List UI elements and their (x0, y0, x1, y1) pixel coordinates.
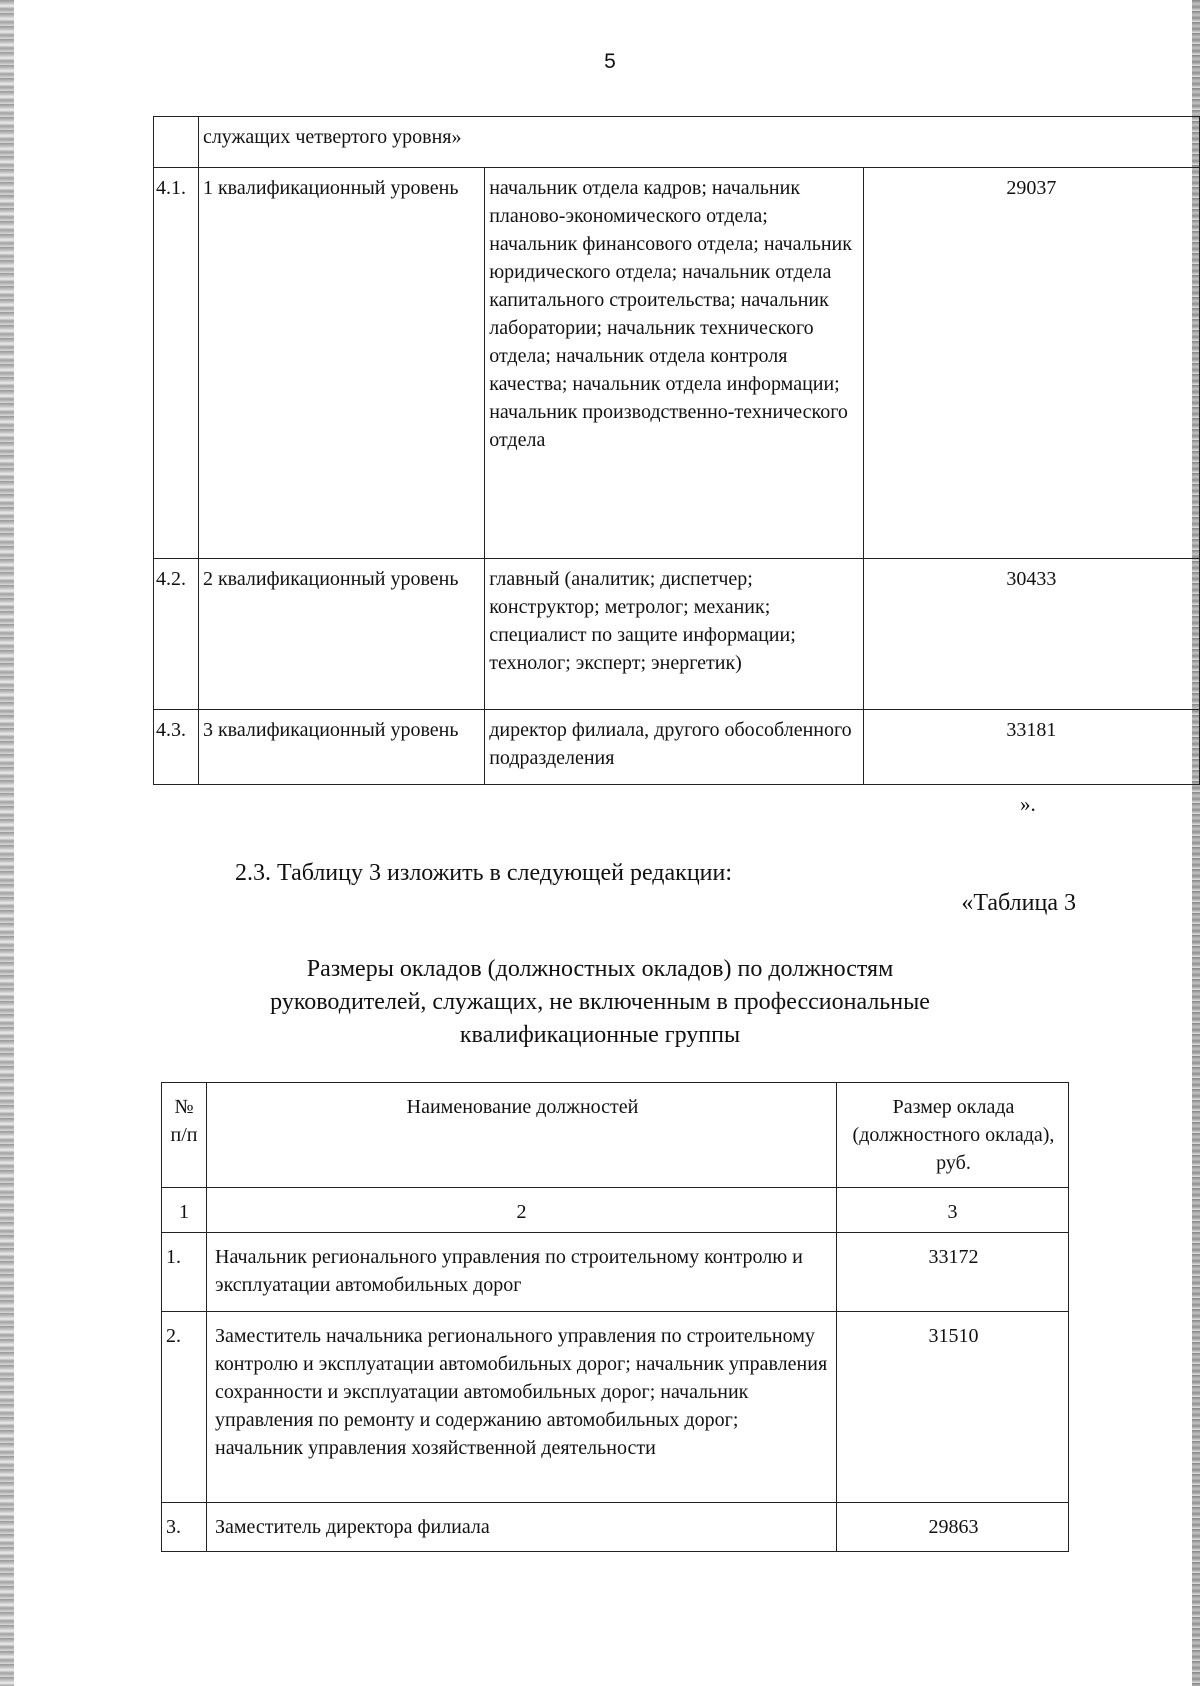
table-heading (200, 953, 1000, 1052)
position-name: Начальник регионального управления по строительному контролю и эксплуатации автомобильных дорог (207, 1233, 837, 1312)
header-name: Наименование должностей (207, 1083, 837, 1188)
salary-value: 33172 (837, 1233, 1069, 1312)
salary-value: 29863 (837, 1503, 1069, 1552)
positions-list: главный (аналитик; диспетчер; конструктор; метролог; механик; специалист по защите информации; технолог; эксперт; энергетик) (485, 559, 864, 710)
positions-list: директор филиала, другого обособленного подразделения (485, 710, 864, 785)
heading-line: руководителей, служащих, не включенным в профессиональные (270, 989, 930, 1015)
positions-list: начальник отдела кадров; начальник планово-экономического отдела; начальник финансового отдела; начальник юридического отдела; начальник отдела капитального строительства; начальник лаборатории; начальник технического отдела; начальник отдела контроля качества; начальник отдела информации; начальник производственно-технического отдела (485, 168, 864, 559)
heading-line: Размеры окладов (должностных окладов) по должностям (306, 956, 894, 982)
header-num: № п/п (162, 1083, 207, 1188)
table-closing-quote: ». (1020, 792, 1036, 816)
row-number: 2. (162, 1312, 207, 1503)
table-header-row (162, 1083, 1069, 1188)
salary-table (161, 1082, 1069, 1552)
qualification-levels-table (153, 116, 1200, 785)
table-row (154, 168, 1200, 559)
continuation-text: служащих четвертого уровня» (198, 117, 1199, 168)
salary-value: 30433 (863, 559, 1199, 710)
table-row (154, 117, 1200, 168)
salary-value: 33181 (863, 710, 1199, 785)
qualification-level: 2 квалификационный уровень (198, 559, 484, 710)
qualification-level: 3 квалификационный уровень (198, 710, 484, 785)
header-salary: Размер оклада (должностного оклада), руб. (837, 1083, 1069, 1188)
table-row (162, 1233, 1069, 1312)
row-number: 4.3. (154, 710, 199, 785)
index-cell: 3 (837, 1188, 1069, 1233)
table-row (154, 559, 1200, 710)
amendment-paragraph: 2.3. Таблицу 3 изложить в следующей редакции: (235, 860, 733, 886)
row-number: 4.2. (154, 559, 199, 710)
scan-edge-left (0, 0, 14, 1686)
table-label: «Таблица 3 (961, 890, 1076, 916)
position-name: Заместитель начальника регионального управления по строительному контролю и эксплуатации автомобильных дорог; начальник управления сохранности и эксплуатации автомобильных дорог; начальник управления по ремонту и содержанию автомобильных дорог; начальник управления хозяйственной деятельности (207, 1312, 837, 1503)
row-number: 4.1. (154, 168, 199, 559)
heading-line: квалификационные группы (459, 1022, 741, 1048)
table-cell (154, 117, 199, 168)
page-number: 5 (604, 50, 616, 73)
row-number: 1. (162, 1233, 207, 1312)
salary-value: 31510 (837, 1312, 1069, 1503)
index-cell: 2 (207, 1188, 837, 1233)
table-index-row (162, 1188, 1069, 1233)
table-row (162, 1312, 1069, 1503)
position-name: Заместитель директора филиала (207, 1503, 837, 1552)
qualification-level: 1 квалификационный уровень (198, 168, 484, 559)
index-cell: 1 (162, 1188, 207, 1233)
table-row (162, 1503, 1069, 1552)
salary-value: 29037 (863, 168, 1199, 559)
table-row (154, 710, 1200, 785)
row-number: 3. (162, 1503, 207, 1552)
